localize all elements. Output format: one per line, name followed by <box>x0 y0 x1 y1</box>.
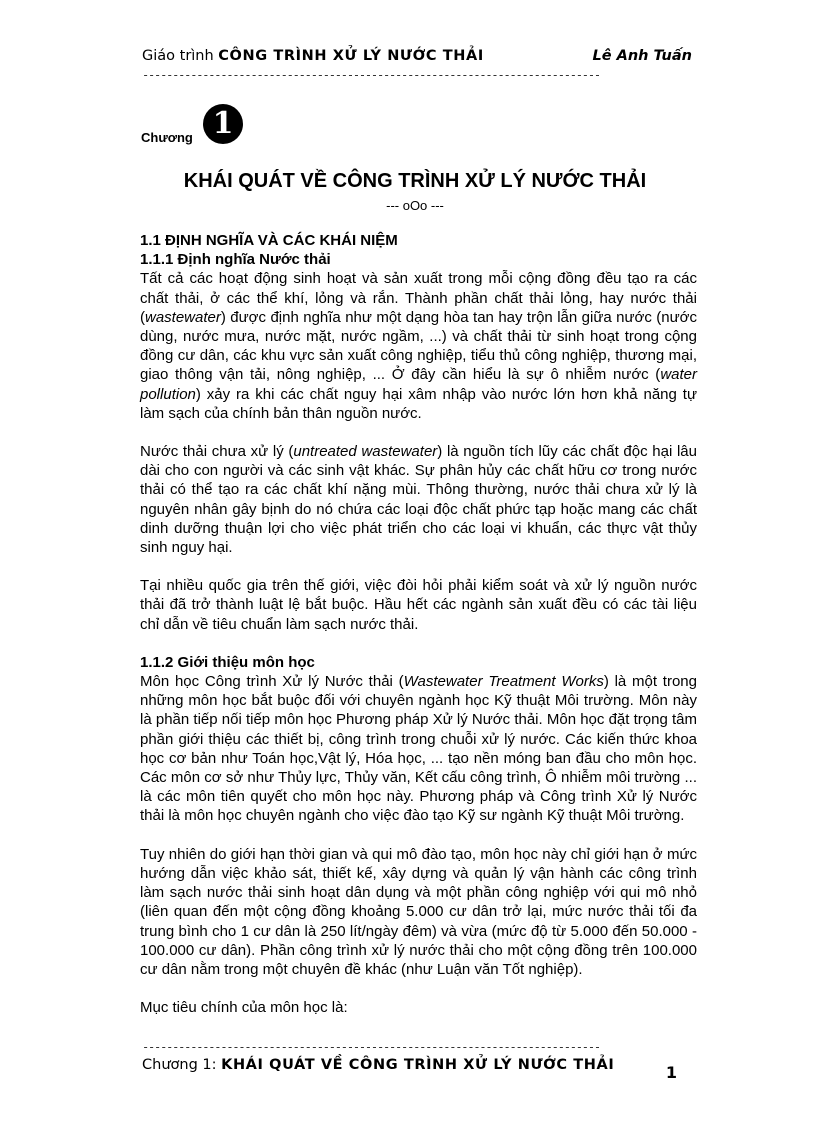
subsection-heading-1-1-2: 1.1.2 Giới thiệu môn học <box>140 653 315 671</box>
paragraph-course-intro <box>140 672 697 826</box>
chapter-title: KHÁI QUÁT VỀ CÔNG TRÌNH XỬ LÝ NƯỚC THẢI <box>183 170 647 192</box>
term-wastewater: wastewater <box>145 308 221 326</box>
header-rule: ---------------------------------------------------------------------------- <box>142 68 600 82</box>
paragraph-untreated-wastewater <box>140 442 697 557</box>
footer-title: KHÁI QUÁT VỀ CÔNG TRÌNH XỬ LÝ NƯỚC THẢI <box>221 1057 615 1073</box>
text-run: Tất cả các hoạt động sinh hoạt và sản xuất trong mỗi cộng đồng đều tạo ra các chất thải, ở các thể khí, lỏng và rắn. Thành phần chất thải lỏng, hay nước thải ( <box>140 270 697 326</box>
paragraph-course-scope: Tuy nhiên do giới hạn thời gian và qui mô đào tạo, môn học này chỉ giới hạn ở mức hướng dẫn việc khảo sát, thiết kế, xây dựng và quản lý vận hành các công trình làm sạch nước thải sinh hoạt dân dụng và một phần công nghiệp với qui mô nhỏ (liên quan đến một cộng đồng khoảng 5.000 cư dân trở lại, mức nước thải tối đa trung bình cho 1 cư dân là 250 lít/ngày đêm) và vừa (mức độ từ 5.000 đến 50.000 - 100.000 cư dân). Phần công trình xử lý nước thải cho một cộng đồng trên 100.000 cư dân nằm trong một chuyên đề khác (như Luận văn Tốt nghiệp). <box>140 845 697 978</box>
section-heading-1-1: 1.1 ĐỊNH NGHĨA VÀ CÁC KHÁI NIỆM <box>140 232 398 249</box>
text-run: ) xảy ra khi các chất nguy hại xâm nhập vào nước lớn hơn khả năng tự làm sạch của chính bản thân nguồn nước. <box>140 385 697 422</box>
header-prefix: Giáo trình <box>142 48 214 64</box>
term-untreated-wastewater: untreated wastewater <box>293 443 438 461</box>
paragraph-regulation: Tại nhiều quốc gia trên thế giới, việc đòi hỏi phải kiểm soát và xử lý nguồn nước thải đã trở thành luật lệ bắt buộc. Hầu hết các ngành sản xuất đều có các tài liệu chỉ dẫn về tiêu chuẩn làm sạch nước thải. <box>140 577 697 633</box>
chapter-number-badge: 1 <box>203 104 243 144</box>
footer-prefix: Chương 1: <box>142 1057 217 1073</box>
text-run: ) được định nghĩa như một dạng hòa tan hay trộn lẫn giữa nước (nước dùng, nước mưa, nước mặt, nước ngầm, ...) và chất thải từ sinh hoạt trong cộng đồng cư dân, các khu vực sản xuất công nghiệp, tiểu thủ công nghiệp, thương mại, giao thông vận tải, nông nghiệp, ... Ở đây cần hiểu là sự ô nhiễm nước ( <box>140 308 697 384</box>
paragraph-course-objectives: Mục tiêu chính của môn học là: <box>140 999 348 1017</box>
text-run: Nước thải chưa xử lý ( <box>140 443 294 461</box>
footer-rule: ---------------------------------------------------------------------------- <box>142 1040 600 1054</box>
footer-left <box>142 1057 614 1073</box>
header-left <box>142 48 484 64</box>
paragraph-wastewater-definition <box>140 269 697 423</box>
chapter-label: Chương <box>141 130 193 145</box>
text-run: Môn học Công trình Xử lý Nước thải ( <box>140 673 404 691</box>
subsection-heading-1-1-1: 1.1.1 Định nghĩa Nước thải <box>140 251 331 269</box>
text-run: ) là một trong những môn học bắt buộc đối với chuyên ngành học Kỹ thuật Môi trường. Môn này là phần tiếp nối tiếp môn học Phương pháp Xử lý Nước thải. Môn học đặt trọng tâm phần giới thiệu các thiết bị, công trình trong chuỗi xử lý nước. Các kiến thức khoa học cơ bản như Toán học,Vật lý, Hóa học, ... tạo nền móng ban đầu cho môn học. Các môn cơ sở như Thủy lực, Thủy văn, Kết cấu công trình, Ô nhiễm môi trường ... là các môn tiên quyết cho môn học này. Phương pháp và Công trình Xử lý Nước thải là môn học chuyên ngành cho việc đào tạo Kỹ sư ngành Kỹ thuật Môi trường. <box>140 673 697 825</box>
term-water-pollution: water pollution <box>140 366 697 403</box>
document-body <box>140 231 697 1036</box>
header-author: Lê Anh Tuấn <box>592 48 692 64</box>
term-wastewater-treatment-works: Wastewater Treatment Works <box>403 673 604 691</box>
chapter-ornament: --- oOo --- <box>386 198 444 213</box>
page-number: 1 <box>665 1063 677 1082</box>
header-course: CÔNG TRÌNH XỬ LÝ NƯỚC THẢI <box>218 48 484 64</box>
text-run: ) là nguồn tích lũy các chất độc hại lâu dài cho con người và các sinh vật khác. Sự phân hủy các chất hữu cơ trong nước thải có thể tạo ra các chất khí nặng mùi. Thông thường, nước thải chưa xử lý là nguyên nhân gây bịnh do nó chứa các loại độc chất phức tạp hoặc mang các chất dinh dưỡng thuận lợi cho việc phát triển cho các loại vi khuẩn, các thực vật thủy sinh nguy hại. <box>140 443 697 557</box>
